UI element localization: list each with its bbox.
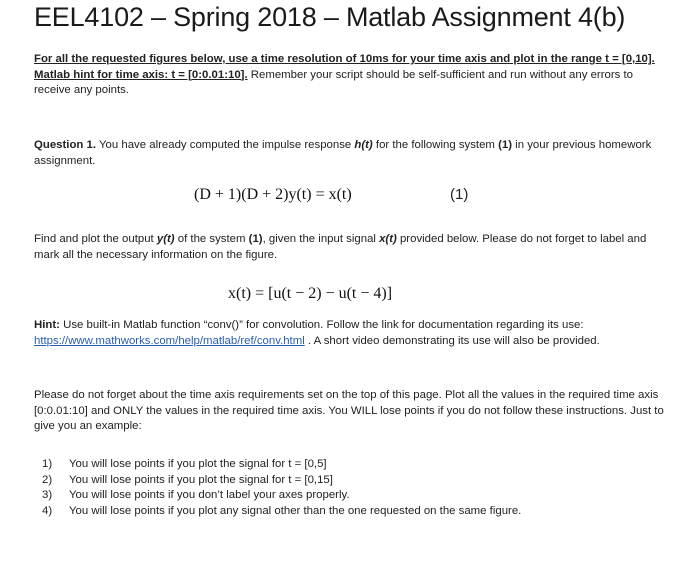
impulse-response-term: h(t) bbox=[354, 139, 373, 151]
list-item-number: 1) bbox=[42, 458, 53, 470]
list-item bbox=[42, 457, 642, 473]
list-item-number: 4) bbox=[42, 504, 53, 517]
question-1-text: in your previous homework assignment. bbox=[34, 139, 652, 167]
input-signal-equation: x(t) = [u(t − 2) − u(t − 4)] bbox=[228, 285, 393, 302]
question-1-text: You have already computed the impulse response bbox=[96, 139, 355, 151]
list-item bbox=[42, 488, 642, 504]
equation-number: (1) bbox=[450, 186, 469, 203]
question-1-text: for the following system bbox=[372, 139, 499, 151]
hint-text: Use built-in Matlab function “conv()” for convolution. Follow the link for documentation regarding its use: bbox=[59, 319, 584, 331]
hint-text: . A short video demonstrating its use will also be provided. bbox=[304, 334, 600, 347]
input-term: x(t) bbox=[379, 233, 397, 245]
time-requirement: For all the requested figures below, use a time resolution of 10ms for your time axis and plot in the range t = [0,10]. Matlab hint for time axis: t = [0:0.01:10]. bbox=[34, 53, 655, 81]
page-title: EEL4102 – Spring 2018 – Matlab Assignment 4(b) bbox=[34, 2, 626, 32]
find-text: provided below. Please do not forget to label and mark all the necessary information on the figure. bbox=[34, 233, 647, 261]
list-item bbox=[42, 473, 642, 489]
question-1-label: Question 1. bbox=[34, 139, 97, 151]
list-item-text: You will lose points if you plot the signal for t = [0,15] bbox=[69, 473, 333, 486]
list-item-text: You will lose points if you don’t label your axes properly. bbox=[69, 489, 350, 502]
hint-paragraph bbox=[34, 318, 664, 349]
find-text: of the system bbox=[174, 233, 249, 245]
time-axis-warning-paragraph: Please do not forget about the time axis requirements set on the top of this page. Plot all the values in the required time axis [0:0.01:10] and ONLY the values in the required time axis. You WILL lose points if you do not follow these instructions. Just to give you an example: bbox=[34, 389, 664, 432]
system-equation: (D + 1)(D + 2)y(t) = x(t) bbox=[194, 186, 352, 203]
list-item-text: You will lose points if you plot any signal other than the one requested on the same figure. bbox=[69, 504, 522, 517]
list-item bbox=[42, 504, 642, 520]
equation-reference: (1) bbox=[248, 233, 263, 245]
question-1-paragraph bbox=[34, 138, 664, 169]
conv-documentation-link[interactable]: https://www.mathworks.com/help/matlab/ref/conv.html bbox=[34, 334, 305, 347]
hint-label: Hint: bbox=[34, 319, 60, 331]
penalty-list bbox=[42, 457, 642, 519]
list-item-text: You will lose points if you plot the signal for t = [0,5] bbox=[69, 458, 327, 470]
list-item-number: 2) bbox=[42, 473, 53, 486]
find-text: , given the input signal bbox=[262, 233, 380, 245]
find-text: Find and plot the output bbox=[34, 233, 157, 245]
output-term: y(t) bbox=[156, 233, 175, 245]
intro-rest: Remember your script should be self-sufficient and run without any errors to receive any points. bbox=[34, 68, 633, 96]
equation-reference: (1) bbox=[498, 139, 513, 151]
intro-paragraph bbox=[34, 52, 664, 99]
find-output-paragraph bbox=[34, 232, 664, 263]
list-item-number: 3) bbox=[42, 489, 53, 502]
